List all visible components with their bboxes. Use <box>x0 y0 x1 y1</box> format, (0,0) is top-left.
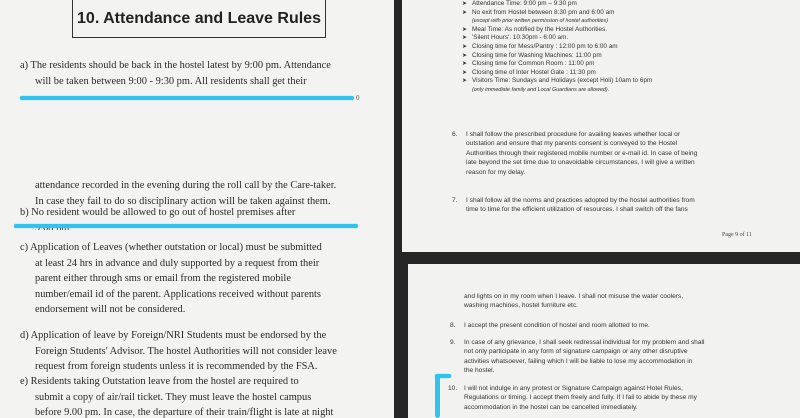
arrow-bullet-icon: ➤ <box>462 43 468 50</box>
item-line: I will not indulge in any protest or Signature Campaign against Hotel Rules, <box>464 385 683 392</box>
item-number: 10. <box>448 385 458 392</box>
item-line: the hostel. <box>464 367 495 375</box>
item-line: I shall follow the prescribed procedure for availing leaves whether local or <box>466 131 681 138</box>
declaration-item-8 <box>450 321 790 330</box>
item-line: not only participate in any form of signature campaign or any other disruptive <box>464 348 688 356</box>
item-number: 8. <box>450 322 456 329</box>
list-item: ➤ Attendance Time: 9:00 pm – 9:30 pm <box>462 0 577 7</box>
cutoff-char: 0 <box>356 94 360 102</box>
list-item: ➤ Closing time for Washing Machines: 11:00 pm <box>462 51 602 59</box>
page-number: Page 9 of 11 <box>722 232 752 238</box>
rule-c-line: c) Application of Leaves (whether outstation or local) must be submitted <box>20 242 322 253</box>
item-line: outstation and ensure that my parents consent is conveyed to the Hostel <box>466 140 678 148</box>
right-top-document-page <box>402 0 800 252</box>
item-line: In case of any grievance, I shall seek redressal individual for my problem and shall <box>464 339 705 346</box>
declaration-item-7 <box>452 196 786 215</box>
item-number: 9. <box>450 339 456 346</box>
section-title: 10. Attendance and Leave Rules <box>77 9 321 27</box>
left-document-page <box>0 0 394 418</box>
arrow-bullet-icon: ➤ <box>462 61 468 68</box>
rule-d-line: d) Application of leave by Foreign/NRI Students must be endorsed by the <box>20 330 327 341</box>
list-item: ➤ Meal Time: As notified by the Hostel Authorities. <box>462 25 607 33</box>
declaration-item-10 <box>448 384 790 412</box>
item-line: washing machines, hostel furniture etc. <box>464 302 578 310</box>
list-item: ➤ 'Silent Hours': 10:30pm - 6:00 am. <box>462 34 569 42</box>
list-item: ➤ Closing time of Inter Hostel Gate : 11:30 pm <box>462 68 596 76</box>
rule-c-line: number/email id of the parent. Applications received without parents <box>35 288 321 300</box>
item-7-continued <box>464 292 790 311</box>
item-line: and lights on in my room when I leave. I shall not misuse the water coolers, <box>464 293 684 300</box>
list-item: ➤ No exit from Hostel between 8:30 pm and 6:00 am <box>462 8 615 16</box>
list-item-note: (except with prior written permission of hostel authorities) <box>472 18 609 25</box>
rule-c <box>20 240 370 318</box>
highlight-mark <box>435 374 451 378</box>
list-item: ➤ Closing time for Common Room : 11:00 pm <box>462 60 595 68</box>
rule-b-line: b) No resident would be allowed to go out of hostel premises after <box>20 207 296 218</box>
rule-d-line: Foreign Students' Advisor. The hostel Authorities will not consider leave <box>35 345 337 357</box>
rule-e-line: e) Residents taking Outstation leave from the hostel are required to <box>20 376 299 387</box>
highlight-mark <box>20 96 354 100</box>
item-line: accommodation in the hostel can be cancelled immediately. <box>464 403 638 411</box>
highlight-mark <box>435 374 440 418</box>
arrow-bullet-icon: ➤ <box>462 26 468 33</box>
arrow-bullet-icon: ➤ <box>462 52 468 59</box>
rule-c-line: endorsement will not be considered. <box>35 304 186 316</box>
rule-e <box>20 374 370 418</box>
rule-c-line: parent either through sms or email from the registered mobile <box>35 273 291 285</box>
arrow-bullet-icon: ➤ <box>462 9 468 16</box>
rule-a-line: attendance recorded in the evening during the roll call by the Care-taker. <box>35 180 337 191</box>
list-item: ➤ Closing time for Mess/Pantry : 12:00 pm to 6:00 am <box>462 42 618 50</box>
list-item-note: (only immediate family and Local Guardians are allowed). <box>472 86 610 93</box>
item-line: time to time for the efficient utilization of resources. I shall switch off the fans <box>466 206 688 214</box>
rule-d-line: request from foreign students unless it is recommended by the FSA. <box>35 361 318 373</box>
item-line: I accept the present condition of hostel and room allotted to me. <box>464 322 650 329</box>
list-item: ➤ Visitors Time: Sundays and Holidays (except Holi) 10am to 6pm <box>462 77 653 85</box>
item-line: I shall follow all the norms and practices adopted by the hostel authorities from <box>466 197 695 204</box>
rule-e-line: before 9.00 pm. In case, the departure of their train/flight is late at night <box>35 407 334 418</box>
section-title-box <box>72 0 326 38</box>
rule-e-line: submit a copy of air/rail ticket. They must leave the hostel campus <box>35 391 312 403</box>
declaration-item-6 <box>452 130 786 177</box>
item-line: activities whatsoever, failing which I will be liable to lose my accommodation in <box>464 357 693 365</box>
item-line: Authorities through their registered mobile number or e-mail id. In case of being <box>466 149 698 157</box>
item-line: reason for my delay. <box>466 168 526 176</box>
highlight-mark <box>14 224 358 228</box>
arrow-bullet-icon: ➤ <box>462 1 468 7</box>
item-number: 6. <box>452 131 458 138</box>
timings-list <box>462 0 652 95</box>
item-number: 7. <box>452 197 458 204</box>
rule-c-line: at least 24 hrs in advance and duly supported by a request from their <box>35 257 320 269</box>
right-bottom-document-page <box>408 264 800 418</box>
rule-d <box>20 328 370 375</box>
item-line: Regulations or timing. I accept them freely and fully. If I fail to abide by these my <box>464 394 697 402</box>
declaration-item-9 <box>450 338 790 376</box>
rule-a-line: a) The residents should be back in the hostel latest by 9:00 pm. Attendance <box>20 60 331 71</box>
rule-a <box>20 58 370 89</box>
arrow-bullet-icon: ➤ <box>462 69 468 76</box>
rule-a-line: will be taken between 9:00 - 9:30 pm. All residents shall get their <box>35 75 307 87</box>
arrow-bullet-icon: ➤ <box>462 78 468 85</box>
item-line: late beyond the set time due to unavoidable circumstances, I will give a written <box>466 159 695 167</box>
rule-a-line: In case they fail to do so disciplinary action will be taken against them. <box>35 195 331 207</box>
arrow-bullet-icon: ➤ <box>462 35 468 42</box>
